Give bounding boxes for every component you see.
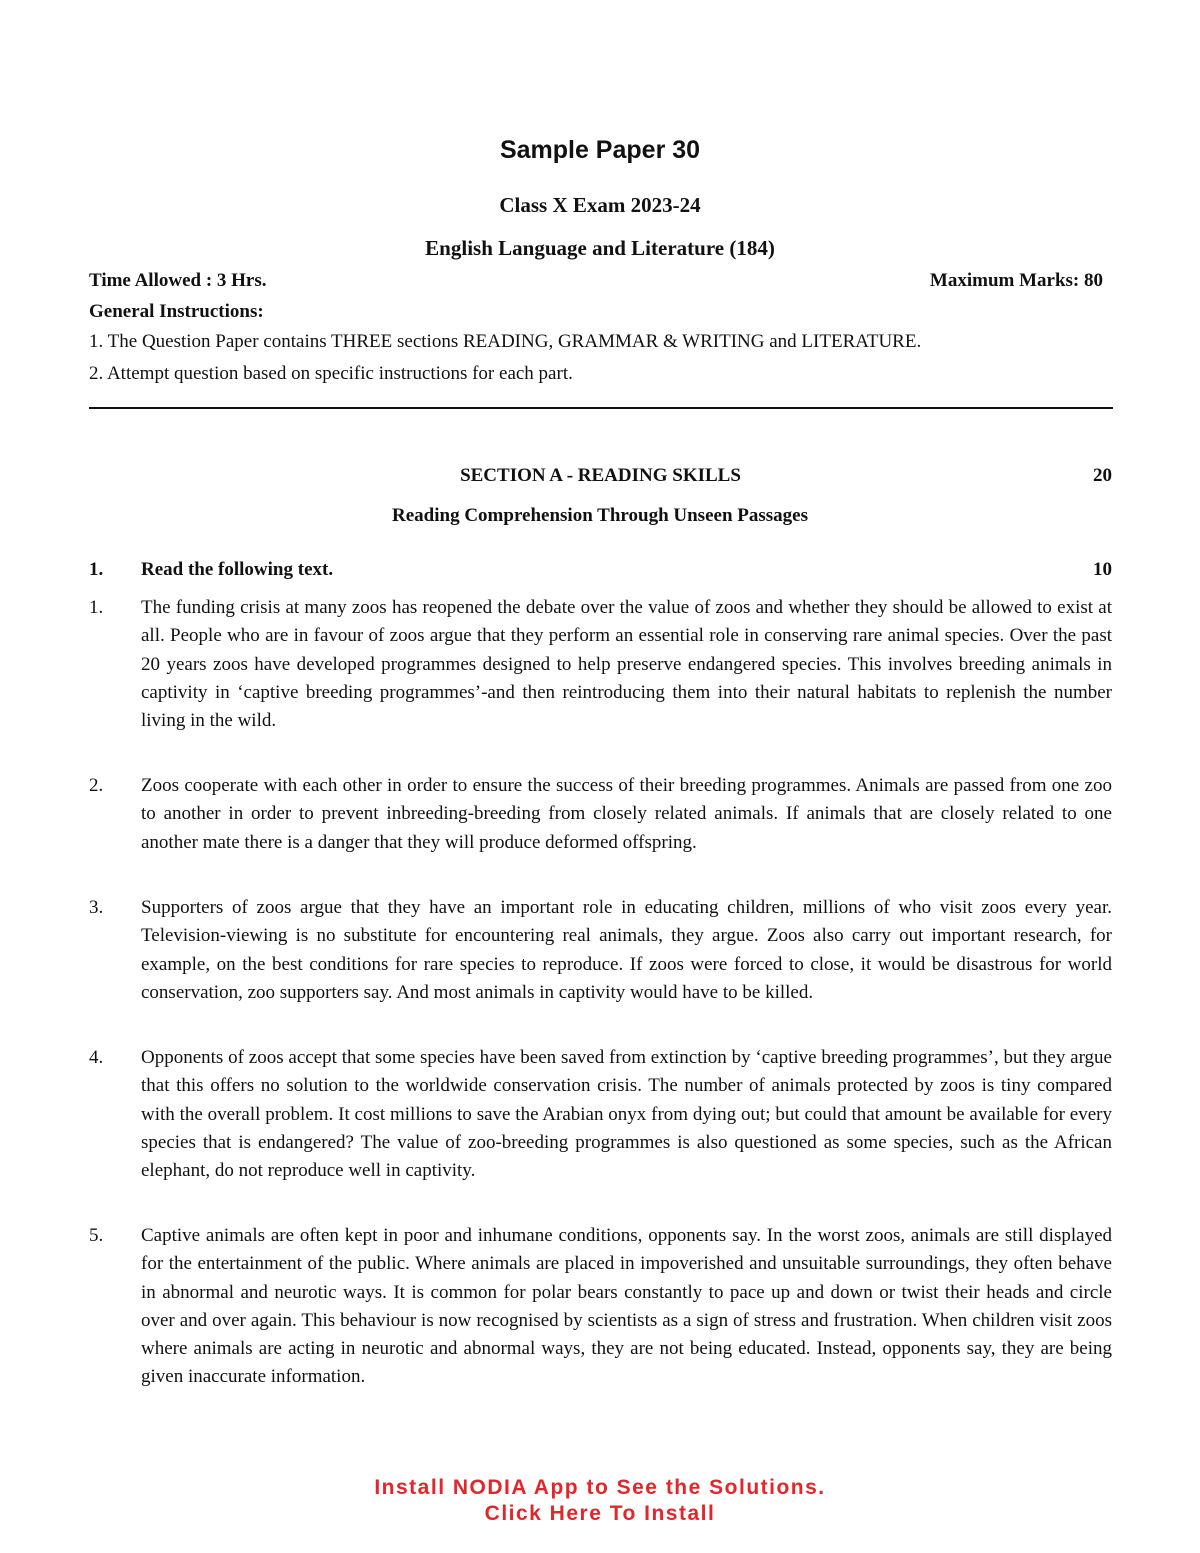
paragraph-number: 2. [89,775,104,796]
paragraph-text: Supporters of zoos argue that they have an important role in educating children, millions of who visit zoos every year. Television-viewing is no substitute for encountering real animals, they argue. Zoos also carry out important research, for example, on the best conditions for rare species to reproduce. If zoos were forced to close, it would be disastrous for world conservation, zoo supporters say. And most animals in captivity would have to be killed. [141,897,1112,1003]
instruction-item: 2. Attempt question based on specific instructions for each part. [89,363,573,384]
paragraph-text: Zoos cooperate with each other in order to ensure the success of their breeding programmes. Animals are passed from one zoo to another in order to prevent inbreeding-breeding from closely related animals. If animals that are closely related to one another mate there is a danger that they will produce deformed offspring. [141,775,1112,853]
section-heading [89,465,1112,487]
page-title: Sample Paper 30 [499,136,701,164]
subject-title: English Language and Literature (184) [425,236,775,260]
section-marks: 20 [1093,465,1112,486]
paragraph-text: Opponents of zoos accept that some species have been saved from extinction by ‘captive breeding programmes’, but they argue that this offers no solution to the worldwide conservation crisis. The number of animals protected by zoos is tiny compared with the overall problem. It cost millions to save the Arabian onyx from dying out; but could that amount be available for every species that is endangered? The value of zoo-breeding programmes is also questioned as some species, such as the African elephant, do not reproduce well in captivity. [141,1047,1112,1182]
paragraph-number: 1. [89,597,104,618]
time-allowed: Time Allowed : 3 Hrs. [89,270,267,291]
question-prompt: Read the following text. [141,559,334,580]
paragraph-number: 5. [89,1225,104,1246]
passage-paragraph [89,1044,1112,1185]
paragraph-text: The funding crisis at many zoos has reopened the debate over the value of zoos and whether they should be allowed to exist at all. People who are in favour of zoos argue that they perform an essential role in conserving rare animal species. Over the past 20 years zoos have developed programmes designed to help preserve endangered species. This involves breeding animals in captivity in ‘captive breeding programmes’-and then reintroducing them into their natural habitats to replenish the number living in the wild. [141,597,1112,732]
question-number: 1. [89,559,104,580]
passage-paragraph [89,894,1112,1007]
passage-paragraph [89,1222,1112,1392]
paragraph-number: 4. [89,1047,104,1068]
general-instructions-label: General Instructions: [89,301,264,322]
question-heading [89,559,1112,581]
app-promo-text: Install NODIA App to See the Solutions. [374,1476,826,1499]
passage-paragraph [89,772,1112,857]
passage-paragraph [89,594,1112,735]
install-app-link[interactable]: Click Here To Install [484,1502,716,1525]
instruction-item: 1. The Question Paper contains THREE sections READING, GRAMMAR & WRITING and LITERATURE. [89,331,922,352]
header-divider [89,407,1113,409]
section-subtitle: Reading Comprehension Through Unseen Passages [392,505,808,526]
exam-subtitle: Class X Exam 2023-24 [499,193,701,217]
maximum-marks: Maximum Marks: 80 [929,270,1103,291]
paragraph-text: Captive animals are often kept in poor and inhumane conditions, opponents say. In the worst zoos, animals are still displayed for the entertainment of the public. Where animals are placed in impoverished and unsuitable surroundings, they often behave in abnormal and neurotic ways. It is common for polar bears constantly to pace up and down or twist their heads and circle over and over again. This behaviour is now recognised by scientists as a sign of stress and frustration. When children visit zoos where animals are acting in neurotic and abnormal ways, they are not being educated. Instead, opponents say, they are being given inaccurate information. [141,1225,1112,1388]
paragraph-number: 3. [89,897,104,918]
section-title: SECTION A - READING SKILLS [460,465,741,486]
exam-meta [89,270,1112,292]
question-marks: 10 [1093,559,1112,580]
